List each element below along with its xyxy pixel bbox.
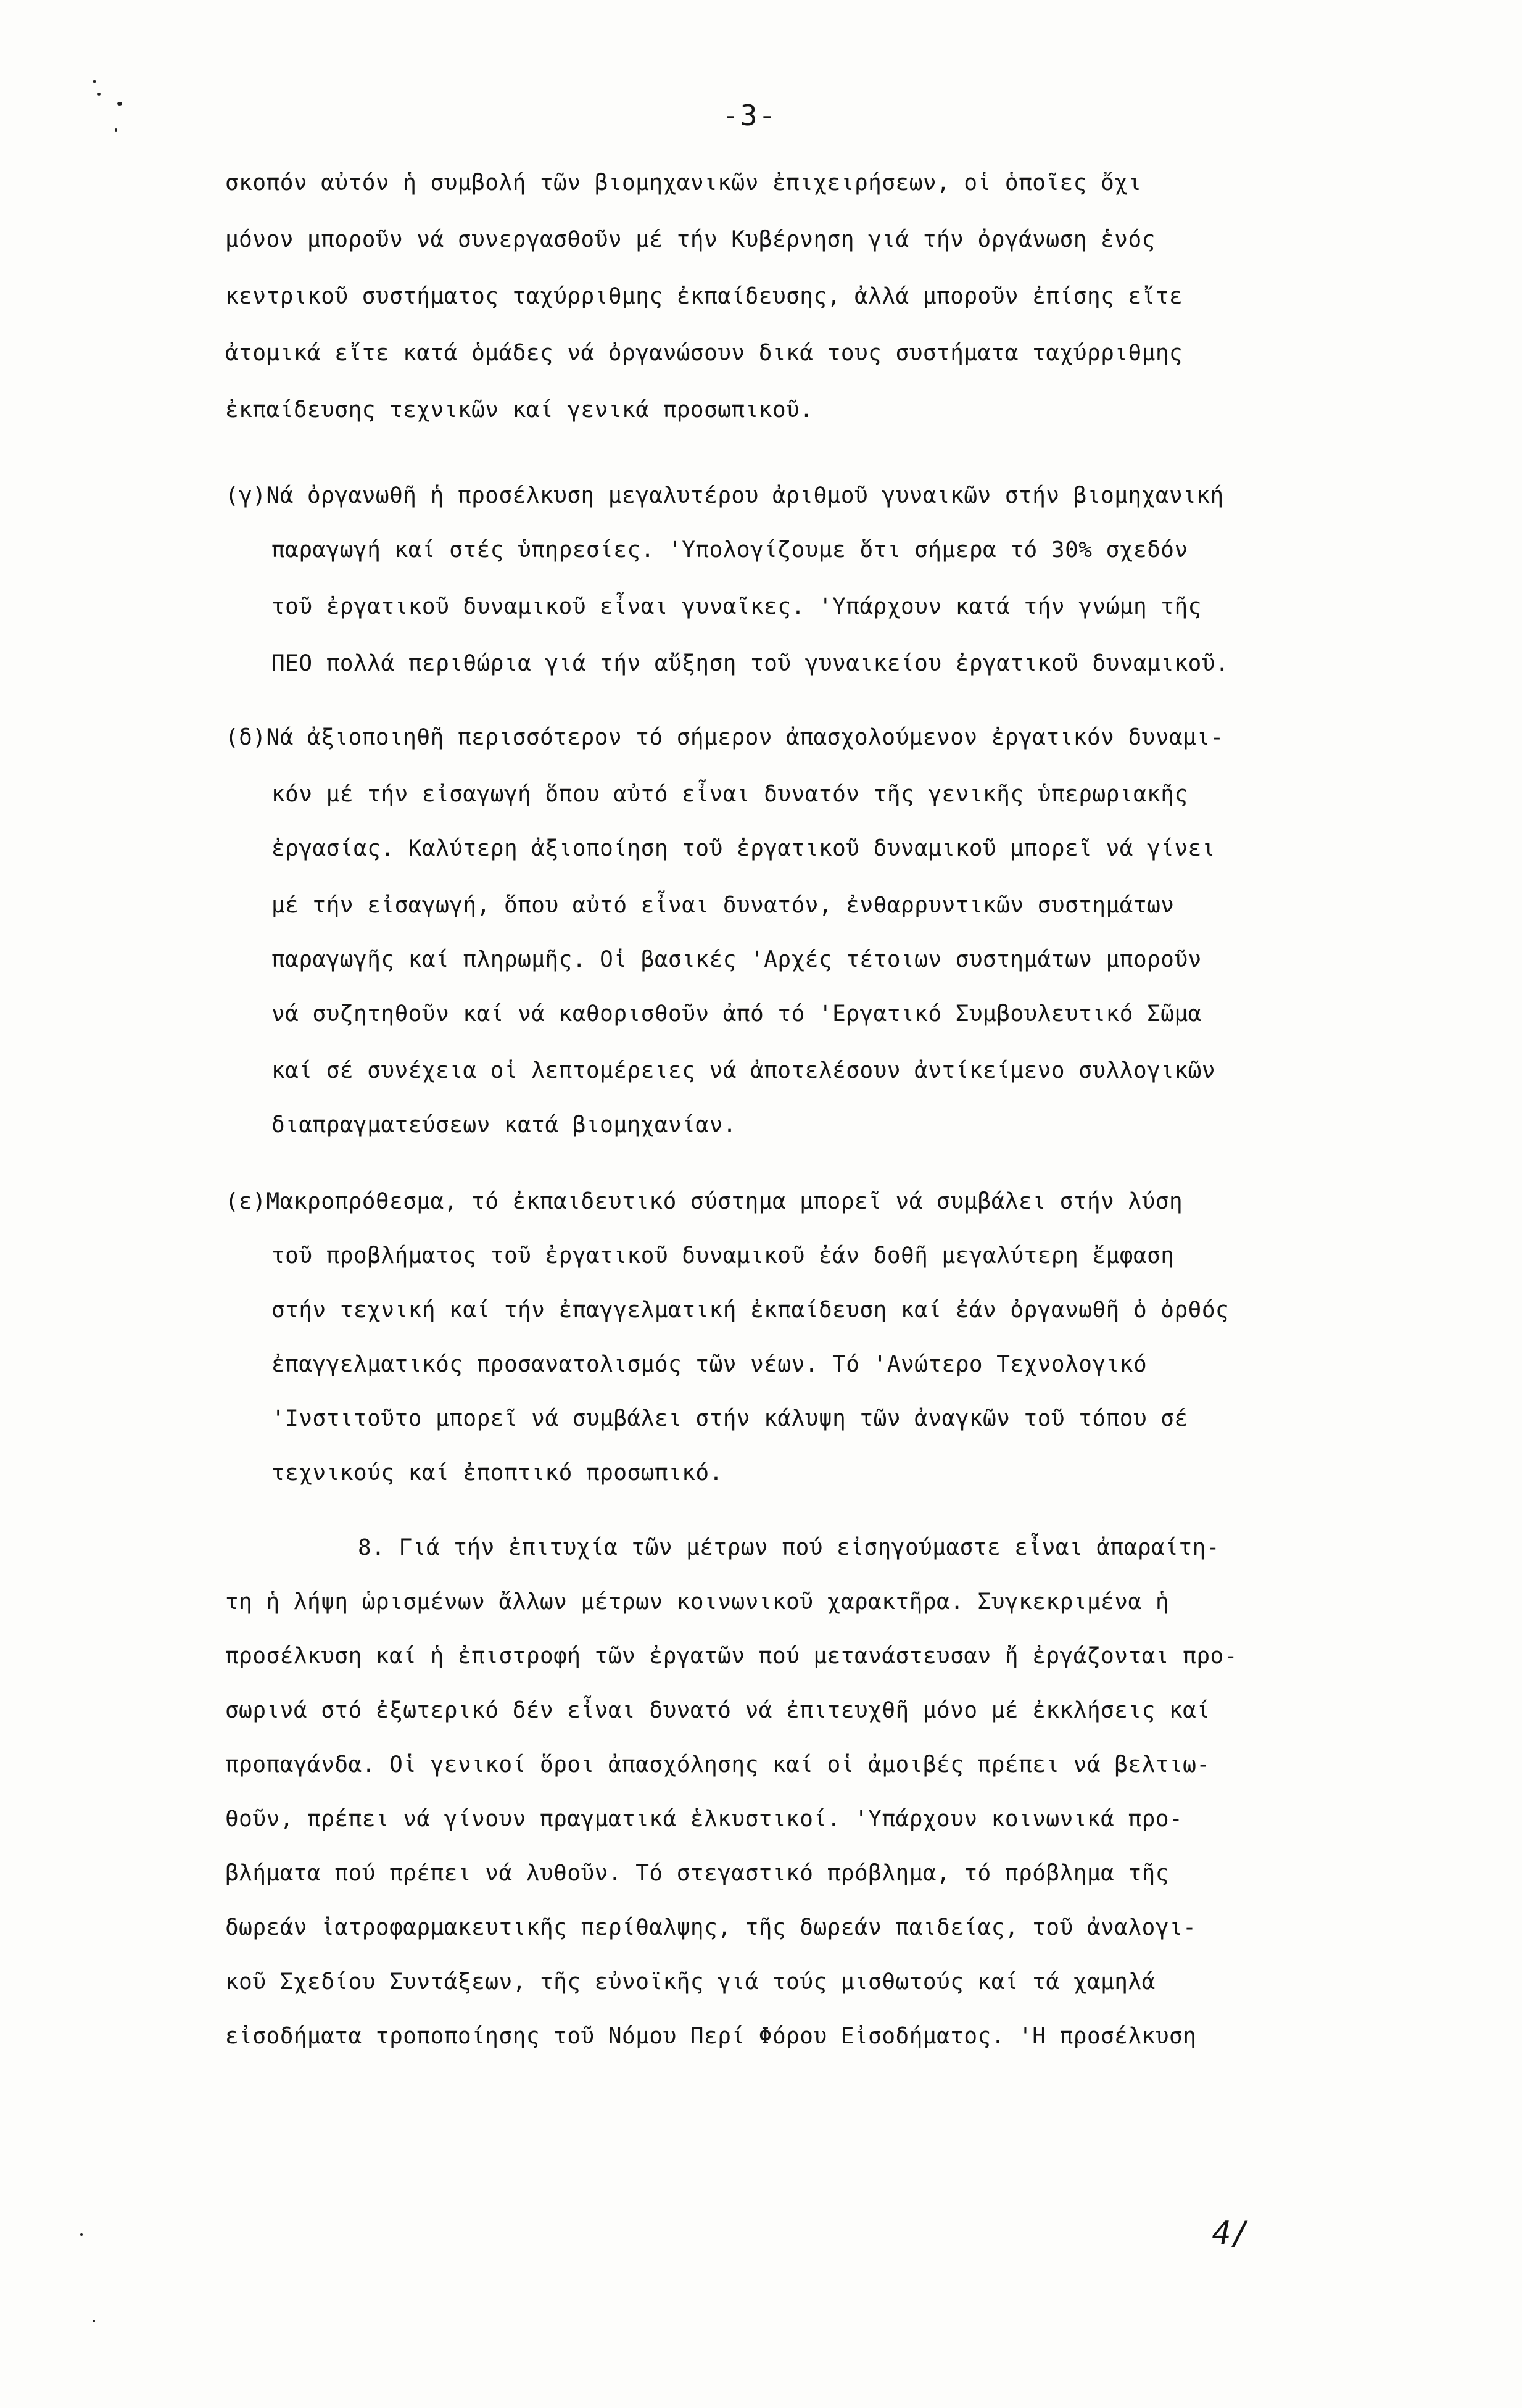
scan-speck <box>115 128 117 132</box>
text-line: κόν μέ τήν εἰσαγωγή ὅπου αὐτό εἶναι δυνατόν τῆς γενικῆς ὑπερωριακῆς <box>271 782 1188 807</box>
text-line: καί σέ συνέχεια οἱ λεπτομέρειες νά ἀποτελέσουν ἀντίκείμενο συλλογικῶν <box>271 1058 1215 1083</box>
text-line: βλήματα πού πρέπει νά λυθοῦν. Τό στεγαστικό πρόβλημα, τό πρόβλημα τῆς <box>225 1861 1169 1886</box>
scan-speck <box>93 2320 95 2322</box>
text-line: μόνον μποροῦν νά συνεργασθοῦν μέ τήν Κυβέρνηση γιά τήν ὀργάνωση ἑνός <box>225 227 1156 252</box>
text-line: διαπραγματεύσεων κατά βιομηχανίαν. <box>271 1112 737 1138</box>
scan-speck <box>97 93 101 96</box>
scan-speck <box>93 80 96 83</box>
text-line: ἐπαγγελματικός προσανατολισμός τῶν νέων. Τό 'Ανώτερο Τεχνολογικό <box>271 1352 1148 1377</box>
continuation-mark: 4/ <box>1212 2215 1251 2252</box>
text-line: σωρινά στό ἐξωτερικό δέν εἶναι δυνατό νά ἐπιτευχθῆ μόνο μέ ἐκκλήσεις καί <box>225 1698 1210 1723</box>
text-line: προσέλκυση καί ἡ ἐπιστροφή τῶν ἐργατῶν πού μετανάστευσαν ἤ ἐργάζονται προ- <box>225 1644 1238 1669</box>
text-line: (γ)Νά ὀργανωθῆ ἡ προσέλκυση μεγαλυτέρου ἀριθμοῦ γυναικῶν στήν βιομηχανική <box>225 483 1224 508</box>
scan-speck <box>80 2233 83 2236</box>
text-line: προπαγάνδα. Οἱ γενικοί ὅροι ἀπασχόλησης καί οἱ ἀμοιβές πρέπει νά βελτιω- <box>225 1752 1210 1777</box>
text-line: τοῦ προβλήματος τοῦ ἐργατικοῦ δυναμικοῦ ἐάν δοθῆ μεγαλύτερη ἔμφαση <box>271 1243 1175 1268</box>
text-line: ἐργασίας. Καλύτερη ἀξιοποίηση τοῦ ἐργατικοῦ δυναμικοῦ μπορεῖ νά γίνει <box>271 836 1215 861</box>
text-line: (δ)Νά ἀξιοποιηθῆ περισσότερον τό σήμερον ἀπασχολούμενον ἐργατικόν δυναμι- <box>225 725 1224 750</box>
text-line: δωρεάν ἰατροφαρμακευτικῆς περίθαλψης, τῆς δωρεάν παιδείας, τοῦ ἀναλογι- <box>225 1915 1197 1940</box>
text-line: 'Ινστιτοῦτο μπορεῖ νά συμβάλει στήν κάλυψη τῶν ἀναγκῶν τοῦ τόπου σέ <box>271 1406 1188 1431</box>
scan-speck <box>117 102 122 106</box>
text-line: κεντρικοῦ συστήματος ταχύρριθμης ἐκπαίδευσης, ἀλλά μποροῦν ἐπίσης εἴτε <box>225 284 1183 309</box>
text-line: παραγωγῆς καί πληρωμῆς. Οἱ βασικές 'Αρχές τέτοιων συστημάτων μποροῦν <box>271 947 1202 972</box>
text-line: τη ἡ λήψη ὡρισμένων ἄλλων μέτρων κοινωνικοῦ χαρακτῆρα. Συγκεκριμένα ἡ <box>225 1589 1169 1615</box>
text-line: ἐκπαίδευσης τεχνικῶν καί γενικά προσωπικοῦ. <box>225 397 814 423</box>
text-line: εἰσοδήματα τροποποίησης τοῦ Νόμου Περί Φόρου Εἰσοδήματος. 'Η προσέλκυση <box>225 2024 1197 2049</box>
page-number: -3- <box>722 99 777 132</box>
text-line: μέ τήν εἰσαγωγή, ὅπου αὐτό εἶναι δυνατόν, ἐνθαρρυντικῶν συστημάτων <box>271 893 1175 918</box>
text-line: θοῦν, πρέπει νά γίνουν πραγματικά ἑλκυστικοί. 'Υπάρχουν κοινωνικά προ- <box>225 1806 1183 1832</box>
text-line: στήν τεχνική καί τήν ἐπαγγελματική ἐκπαίδευση καί ἐάν ὀργανωθῆ ὁ ὀρθός <box>271 1297 1230 1323</box>
text-line: κοῦ Σχεδίου Συντάξεων, τῆς εὐνοϊκῆς γιά τούς μισθωτούς καί τά χαμηλά <box>225 1969 1156 1995</box>
text-line: (ε)Μακροπρόθεσμα, τό ἐκπαιδευτικό σύστημα μπορεῖ νά συμβάλει στήν λύση <box>225 1189 1183 1214</box>
text-line: σκοπόν αὐτόν ἡ συμβολή τῶν βιομηχανικῶν ἐπιχειρήσεων, οἱ ὁποῖες ὄχι <box>225 170 1142 196</box>
text-line: παραγωγή καί στές ὑπηρεσίες. 'Υπολογίζουμε ὅτι σήμερα τό 30% σχεδόν <box>271 537 1188 563</box>
text-line: τεχνικούς καί ἐποπτικό προσωπικό. <box>271 1460 723 1486</box>
text-line: ΠΕΟ πολλά περιθώρια γιά τήν αὔξηση τοῦ γυναικείου ἐργατικοῦ δυναμικοῦ. <box>271 651 1230 676</box>
text-line: τοῦ ἐργατικοῦ δυναμικοῦ εἶναι γυναῖκες. 'Υπάρχουν κατά τήν γνώμη τῆς <box>271 594 1202 619</box>
text-line: νά συζητηθοῦν καί νά καθορισθοῦν ἀπό τό 'Εργατικό Συμβουλευτικό Σῶμα <box>271 1001 1202 1027</box>
text-line: 8. Γιά τήν ἐπιτυχία τῶν μέτρων πού εἰσηγούμαστε εἶναι ἀπαραίτη- <box>358 1535 1220 1560</box>
text-line: ἀτομικά εἴτε κατά ὁμάδες νά ὀργανώσουν δικά τους συστήματα ταχύρριθμης <box>225 341 1183 366</box>
